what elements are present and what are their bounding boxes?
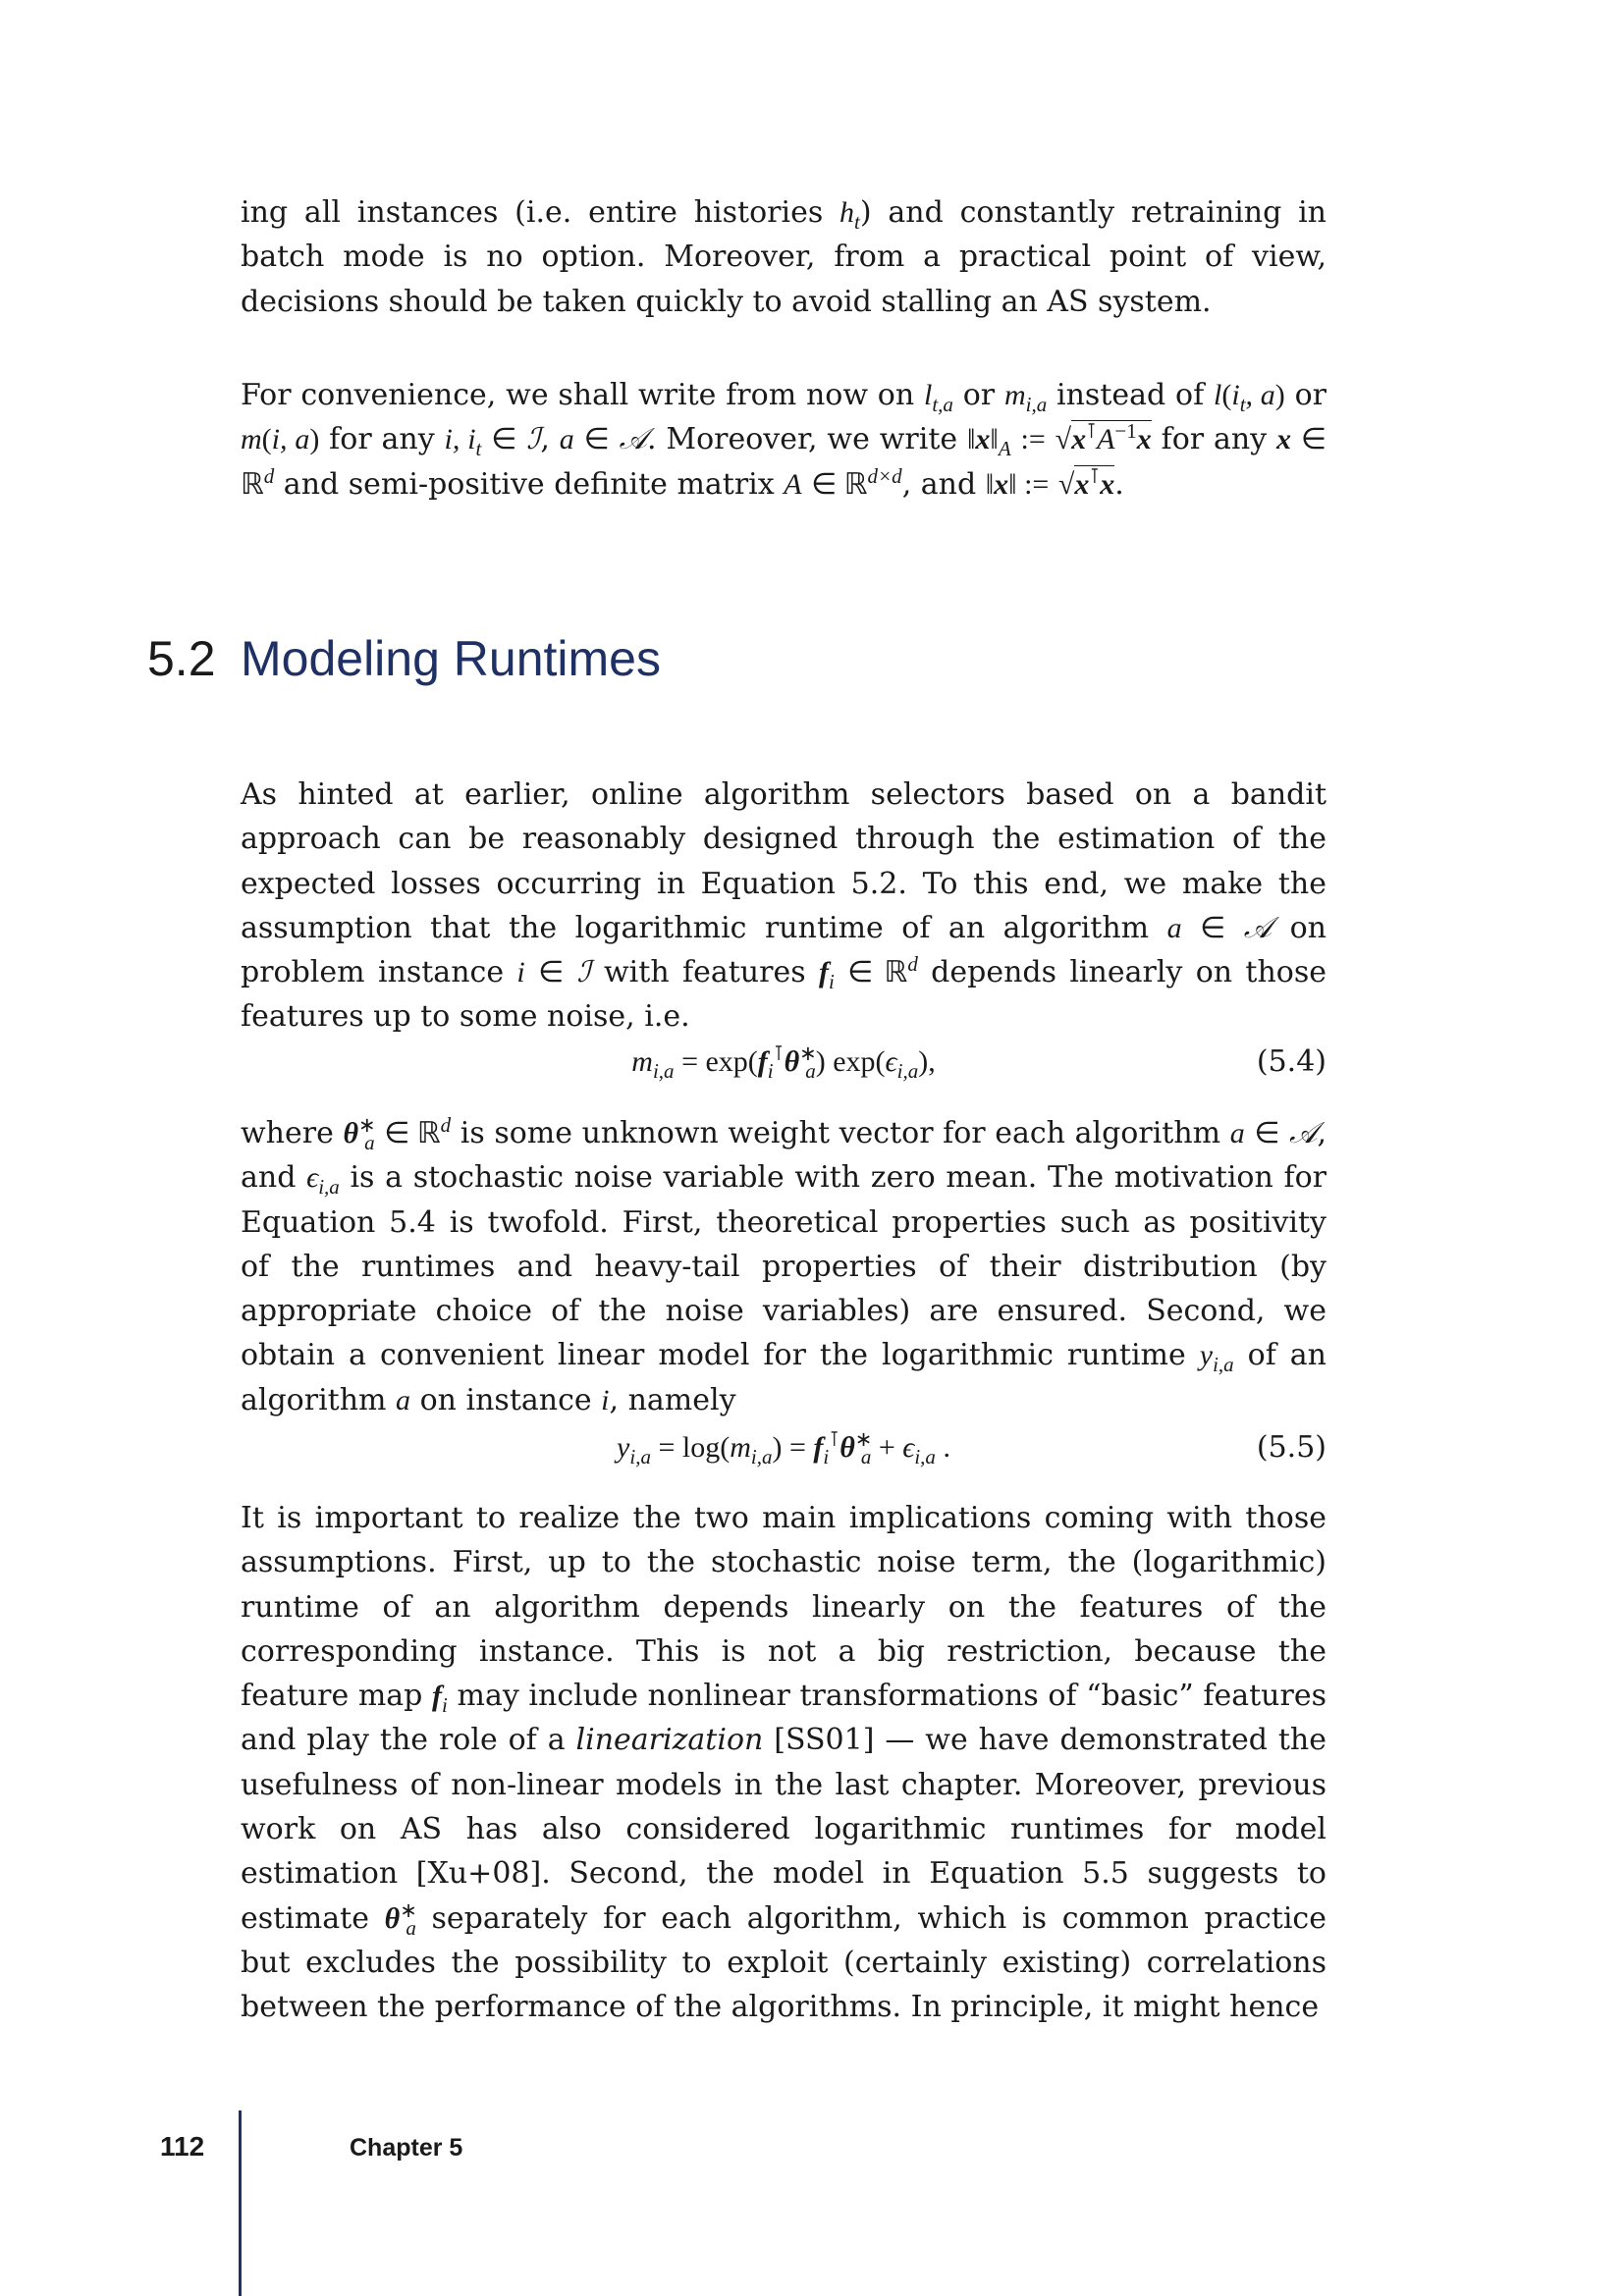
- paragraph-model-assumption: As hinted at earlier, online algorithm selectors based on a bandit approach can be reasonably designed through the estimation of the expected losses occurring in Equation 5.2. To this end, we make the assumption that the logarithmic runtime of an algorithm a ∈ 𝒜 on problem instance i ∈ ℐ with features $f_i$ ∈ ℝ$^d$ depends linearly on those features up to some noise, i.e.: [241, 777, 1326, 1035]
- paragraph-continuation: ing all instances (i.e. entire histories $h_t$) and constantly retraining in batch mode is no option. Moreover, from a practical point of view, decisions should be taken quickly to avoid stalling an AS system.: [241, 195, 1326, 319]
- emphasis-linearization: linearization: [575, 1723, 764, 1758]
- chapter-label: Chapter 5: [350, 2134, 463, 2162]
- paragraph-motivation: where $\theta^∗_a$ ∈ ℝ$^d$ is some unknown weight vector for each algorithm a ∈ 𝒜, and $\epsilon_{i,a}$ is a stochastic noise variable with zero mean. The motivation for Equation 5.4 is twofold. First, theoretical properties such as positivity of the runtimes and heavy-tail properties of their distribution (by appropriate choice of the noise variables) are ensured. Second, we obtain a convenient linear model for the logarithmic runtime $y_{i,a}$ of an algorithm a on instance i, namely: [241, 1113, 1326, 1417]
- equation-5-5-body: $y_{i,a} = \log(m_{i,a}) = f_i^⊺\theta^∗_a + \epsilon_{i,a}$ .: [617, 1427, 950, 1468]
- section-heading: [147, 629, 661, 688]
- footer-rule: [239, 2110, 242, 2296]
- section-number: 5.2: [147, 631, 216, 686]
- equation-5-4-body: $m_{i,a} = \exp(f_i^⊺\theta^∗_a)$ $\exp(\epsilon_{i,a})$,: [631, 1041, 936, 1083]
- equation-5-4: [241, 1038, 1326, 1087]
- page-number: 112: [160, 2131, 205, 2162]
- paragraph-implications: It is important to realize the two main implications coming with those assumptions. First, up to the stochastic noise term, the (logarithmic) runtime of an algorithm depends linearly on the features of the corresponding instance. This is not a big restriction, because the feature map $f_i$ may include nonlinear transformations of “basic” features and play the role of a linearization [SS01] — we have demonstrated the usefulness of non-linear models in the last chapter. Moreover, previous work on AS has also considered logarithmic runtimes for model estimation [Xu+08]. Second, the model in Equation 5.5 suggests to estimate $\theta^∗_a$ separately for each algorithm, which is common practice but excludes the possibility to exploit (certainly existing) correlations between the performance of the algorithms. In principle, it might hence: [241, 1501, 1326, 2025]
- equation-5-5: [241, 1423, 1326, 1472]
- equation-number: (5.5): [1256, 1430, 1326, 1465]
- equation-number: (5.4): [1256, 1044, 1326, 1079]
- paragraph-notation: For convenience, we shall write from now on $l_{t,a}$ or $m_{i,a}$ instead of $l(i_t$, a) or m(i, a) for any i, $i_t$ ∈ ℐ, a ∈ 𝒜. Moreover, we write $‖x‖_A$ := $√x^⊺A^{-1}x$ for any x ∈ ℝ$^d$ and semi-positive definite matrix A ∈ ℝ$^{d\times d}$, and ‖x‖ := √x⊺x.: [241, 378, 1326, 502]
- section-title: Modeling Runtimes: [241, 631, 661, 686]
